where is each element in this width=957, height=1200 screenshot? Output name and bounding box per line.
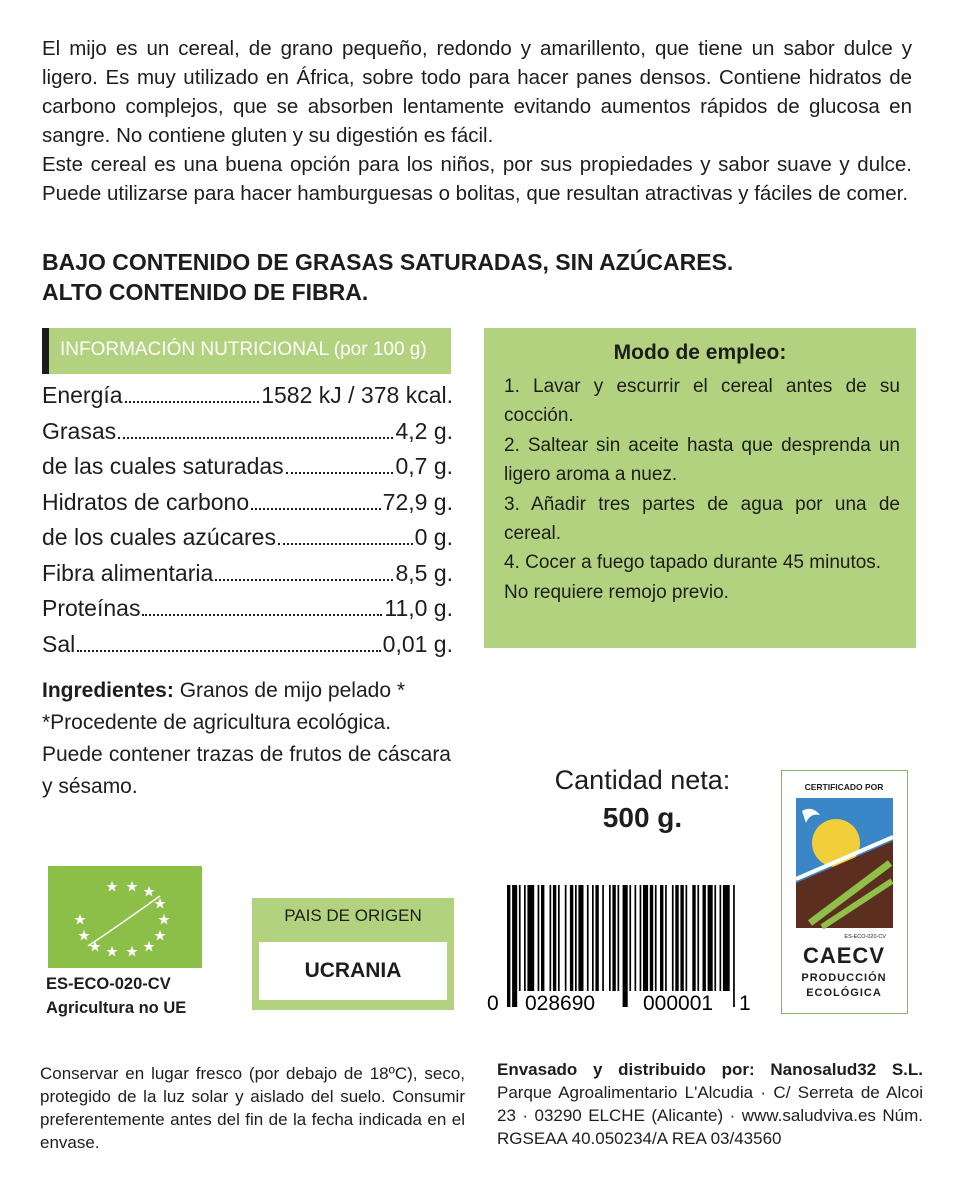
nutrient-label: Hidratos de carbono	[42, 488, 250, 515]
dot-leader	[77, 650, 380, 652]
barcode-bar	[602, 885, 604, 991]
nutrient-label: Energía	[42, 382, 123, 408]
origin-title: PAIS DE ORIGEN	[284, 906, 422, 925]
barcode-bar	[570, 885, 573, 991]
ingredients-label: Ingredientes:	[42, 679, 174, 702]
caecv-sub-2: ECOLÓGICA	[806, 987, 882, 999]
net-quantity-label: Cantidad neta:	[554, 765, 731, 795]
dot-leader	[118, 437, 393, 439]
barcode-bar	[675, 885, 678, 991]
nutrient-value: 0,7 g.	[395, 453, 453, 479]
barcode-bar	[550, 885, 552, 991]
packer-info	[497, 1058, 923, 1150]
nutrient-label: de las cuales saturadas	[42, 453, 284, 479]
barcode-group-right: 000001	[643, 992, 714, 1015]
nutrient-label: de los cuales azúcares	[42, 524, 276, 550]
barcode-bar	[665, 885, 667, 991]
dot-leader	[251, 508, 381, 510]
ingredients-text: Granos de mijo pelado *	[179, 679, 406, 702]
caecv-small-code: ES-ECO-020-CV	[844, 934, 886, 940]
usage-step: 4. Cocer a fuego tapado durante 45 minutos.	[504, 552, 882, 574]
claim-line-1: BAJO CONTENIDO DE GRASAS SATURADAS, SIN AZÚCARES.	[42, 249, 734, 275]
nutrition-row	[42, 382, 453, 418]
barcode-bar	[612, 885, 615, 991]
origin-country: UCRANIA	[259, 942, 447, 1000]
packer-name: Envasado y distribuido por: Nanosalud32 S.L.	[497, 1060, 923, 1079]
barcode-bar	[635, 885, 637, 991]
allergen-traces: Puede contener trazas de frutos de cáscara y sésamo.	[42, 743, 451, 798]
barcode-bar	[629, 885, 631, 991]
nutrition-row	[42, 489, 453, 525]
caecv-certification-logo	[781, 770, 908, 1014]
caecv-certified-by: CERTIFICADO POR	[804, 782, 884, 792]
ingredients-block	[42, 675, 451, 803]
dot-leader	[286, 472, 394, 474]
barcode-bar	[714, 885, 716, 991]
barcode-bar	[524, 885, 526, 991]
barcode-bar	[680, 885, 683, 991]
barcode-bar	[587, 885, 589, 991]
barcode-bar	[655, 885, 657, 991]
barcode-digit-last: 1	[739, 992, 751, 1015]
barcode-bar	[538, 885, 540, 991]
barcode-bar	[643, 885, 648, 991]
usage-step: 3. Añadir tres partes de agua por una de cereal.	[504, 493, 900, 545]
nutrient-value: 0 g.	[414, 524, 453, 550]
net-quantity	[510, 762, 775, 838]
barcode-digit-first: 0	[487, 992, 499, 1015]
nutrition-row	[42, 418, 453, 454]
barcode-bar	[609, 885, 611, 991]
barcode-bar	[595, 885, 598, 991]
nutrition-header-title: INFORMACIÓN NUTRICIONAL (por 100 g)	[60, 339, 427, 360]
barcode-icon	[485, 885, 753, 1017]
barcode-bar	[733, 885, 735, 1007]
barcode-bar	[660, 885, 663, 991]
caecv-name: CAECV	[802, 943, 886, 968]
packer-address: Parque Agroalimentario L'Alcudia · C/ Serreta de Alcoi 23 · 03290 ELCHE (Alicante) · www.saludviva.es Núm. RGSEAA 40.050234/A REA 03/43560	[497, 1083, 923, 1148]
dot-leader	[278, 543, 413, 545]
nutrient-value: 8,5 g.	[395, 559, 453, 586]
ingredients-line	[42, 675, 451, 707]
nutrient-value: 11,0 g.	[384, 595, 453, 621]
caecv-logo-icon	[782, 771, 907, 1013]
intro-text	[42, 34, 912, 208]
barcode-bar	[592, 885, 594, 991]
barcode-group-left: 028690	[525, 992, 596, 1015]
nutrient-label: Fibra alimentaria	[42, 559, 214, 586]
barcode-bar	[541, 885, 544, 991]
nutrient-value: 0,01 g.	[382, 630, 453, 657]
barcode-bar	[565, 885, 567, 991]
barcode-bar	[703, 885, 706, 991]
nutrition-row	[42, 524, 453, 560]
nutrient-label: Sal	[42, 630, 76, 657]
nutrient-label: Grasas	[42, 417, 117, 444]
dot-leader	[215, 579, 393, 581]
barcode-bar	[692, 885, 695, 991]
barcode	[485, 885, 753, 1017]
barcode-bar	[553, 885, 556, 991]
eu-leaf-icon	[48, 866, 202, 968]
usage-title: Modo de empleo:	[613, 341, 787, 364]
barcode-bar	[519, 885, 521, 991]
packer-line	[497, 1058, 923, 1150]
barcode-bar	[672, 885, 674, 991]
nutrition-claims	[42, 247, 922, 307]
barcode-bar	[708, 885, 713, 991]
barcode-bar	[697, 885, 699, 991]
barcode-bar	[578, 885, 583, 991]
nutrition-table	[42, 382, 453, 666]
barcode-bar	[575, 885, 577, 991]
storage-text: Conservar en lugar fresco (por debajo de 18ºC), seco, protegido de la luz solar y aislado del suelo. Consumir preferentemente antes del fin de la fecha indicada en el envase.	[40, 1064, 465, 1152]
storage-instructions	[40, 1062, 465, 1154]
usage-instructions-box	[484, 328, 916, 648]
net-quantity-value: 500 g.	[602, 802, 683, 833]
barcode-bar	[686, 885, 688, 991]
barcode-bar	[527, 885, 534, 991]
nutrient-label: Proteínas	[42, 595, 141, 621]
barcode-bar	[623, 885, 628, 1007]
claim-line-2: ALTO CONTENIDO DE FIBRA.	[42, 279, 369, 305]
header-accent-bar	[42, 328, 49, 374]
barcode-bar	[507, 885, 510, 1007]
nutrition-row	[42, 453, 453, 489]
nutrient-value: 4,2 g.	[395, 417, 453, 444]
usage-steps	[504, 372, 900, 607]
barcode-bar	[650, 885, 653, 991]
eu-control-code: ES-ECO-020-CV	[46, 975, 171, 993]
usage-step: 2. Saltear sin aceite hasta que desprenda un ligero aroma a nuez.	[504, 434, 900, 486]
eu-organic-logo	[48, 866, 202, 968]
barcode-bar	[640, 885, 642, 991]
intro-paragraph-2: Este cereal es una buena opción para los niños, por sus propiedades y sabor suave y dulce. Puede utilizarse para hacer hamburguesas o bolitas, que resultan atractivas y fáciles de comer.	[42, 153, 912, 205]
dot-leader	[142, 614, 382, 616]
barcode-bar	[558, 885, 560, 991]
usage-step: No requiere remojo previo.	[504, 581, 729, 603]
nutrition-row	[42, 595, 453, 631]
nutrient-value: 72,9 g.	[382, 488, 453, 515]
eu-code-block	[46, 972, 186, 1020]
nutrition-row	[42, 631, 453, 667]
barcode-bar	[618, 885, 620, 991]
barcode-bar	[512, 885, 517, 1007]
barcode-bar	[720, 885, 722, 991]
ingredients-note: *Procedente de agricultura ecológica.	[42, 711, 392, 734]
nutrient-value: 1582 kJ / 378 kcal.	[261, 382, 453, 408]
dot-leader	[125, 401, 260, 403]
country-of-origin-box	[252, 898, 454, 1010]
usage-step: 1. Lavar y escurrir el cereal antes de su cocción.	[504, 376, 900, 427]
nutrition-header	[42, 328, 451, 374]
nutrition-row	[42, 560, 453, 596]
intro-paragraph-1: El mijo es un cereal, de grano pequeño, redondo y amarillento, que tiene un sabor dulce y ligero. Es muy utilizado en África, sobre todo para hacer panes densos. Contiene hidratos de carbono complejos, que se absorben lentamente evitando aumentos rápidos de glucosa en sangre. No contiene gluten y su digestión es fácil.	[42, 37, 912, 147]
barcode-bar	[723, 885, 730, 991]
eu-agriculture-origin: Agricultura no UE	[46, 999, 187, 1017]
caecv-sub-1: PRODUCCIÓN	[801, 972, 887, 984]
